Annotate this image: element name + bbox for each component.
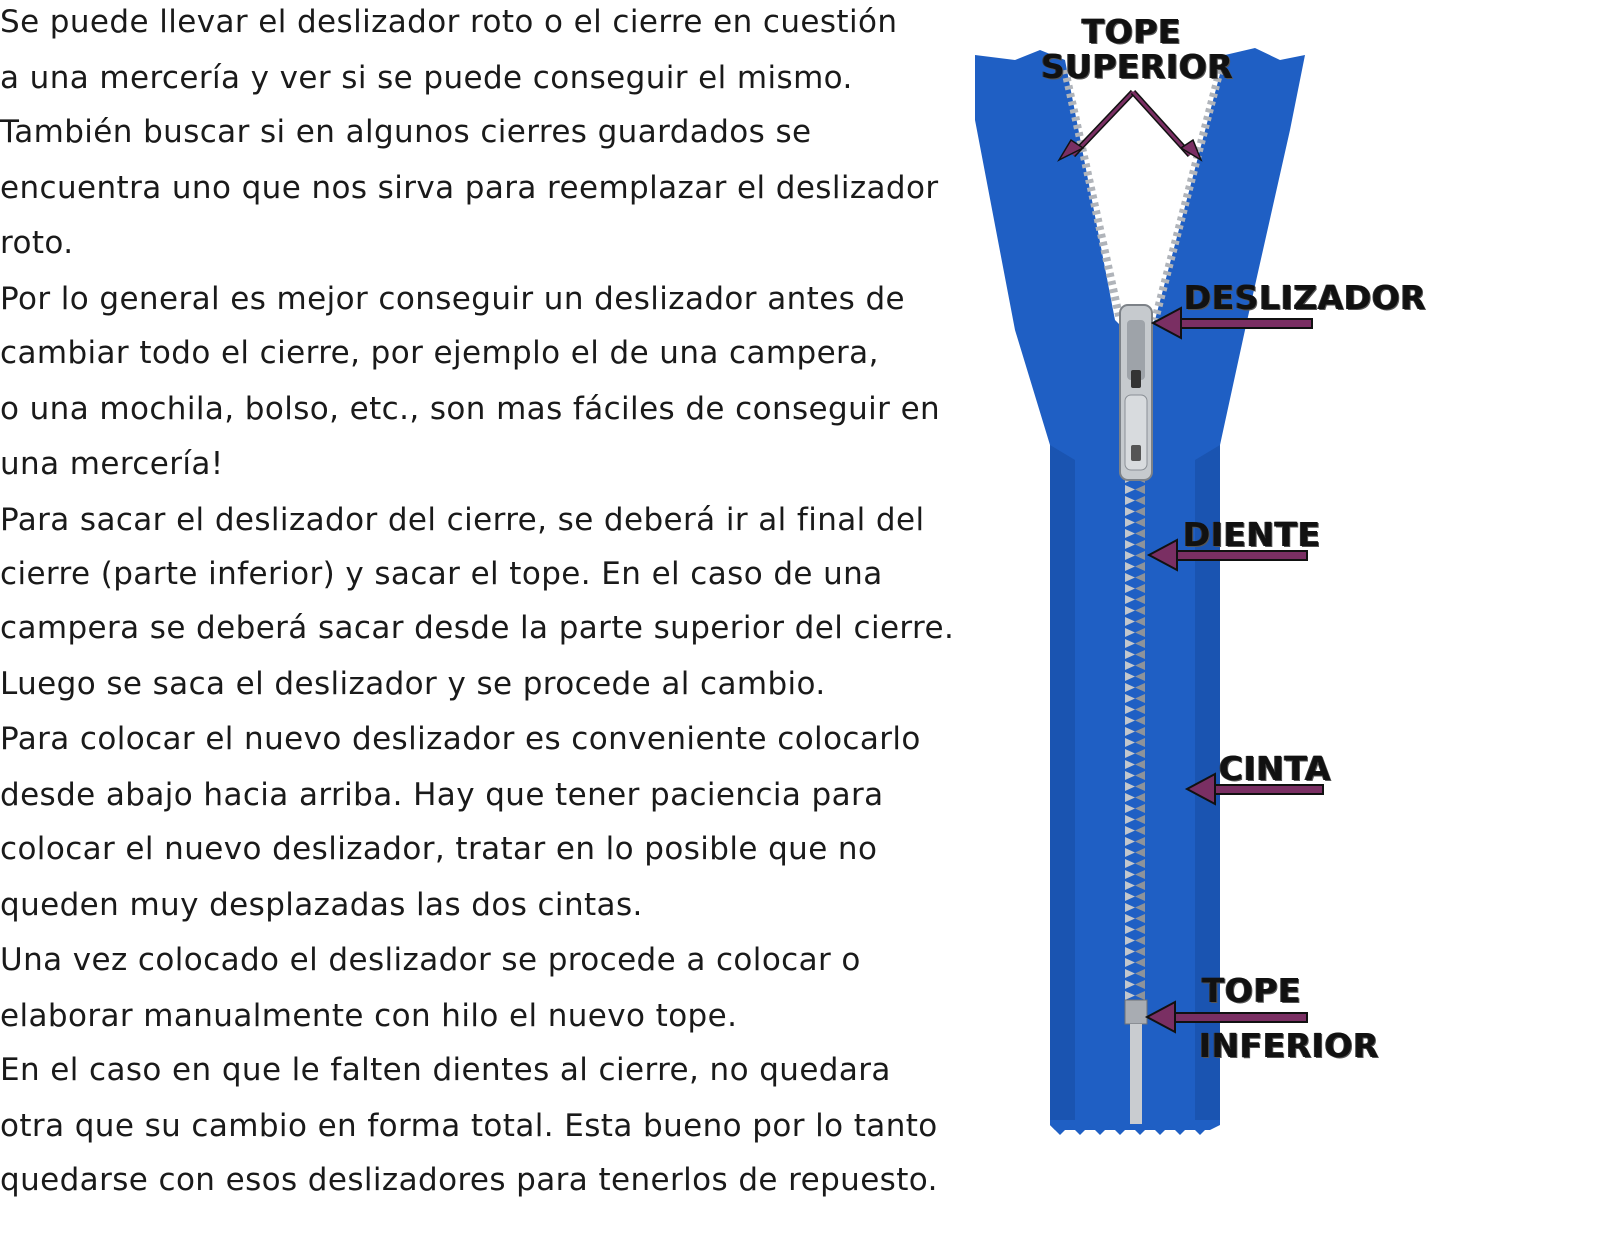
text-line: desde abajo hacia arriba. Hay que tener paciencia para — [0, 777, 884, 813]
label-deslizador: DESLIZADOR — [1184, 278, 1427, 317]
label-diente: DIENTE — [1183, 515, 1321, 554]
bottom-stop — [1125, 1000, 1147, 1024]
slider — [1120, 305, 1152, 480]
text-line: elaborar manualmente con hilo el nuevo tope. — [0, 998, 738, 1034]
text-line: una mercería! — [0, 446, 224, 482]
text-line: otra que su cambio en forma total. Esta bueno por lo tanto — [0, 1108, 938, 1144]
text-line: a una mercería y ver si se puede conseguir el mismo. — [0, 60, 853, 96]
text-line: cambiar todo el cierre, por ejemplo el de una campera, — [0, 335, 879, 371]
text-line: cierre (parte inferior) y sacar el tope. En el caso de una — [0, 556, 883, 592]
label-tope-superior-2: SUPERIOR — [1041, 47, 1234, 86]
text-line: Se puede llevar el deslizador roto o el cierre en cuestión — [0, 4, 898, 40]
text-line: También buscar si en algunos cierres guardados se — [0, 114, 812, 150]
label-tope-inferior-2: INFERIOR — [1199, 1026, 1380, 1065]
text-line: Una vez colocado el deslizador se procede a colocar o — [0, 942, 861, 978]
label-tope-inferior-1: TOPE — [1202, 971, 1302, 1010]
text-line: quedarse con esos deslizadores para tenerlos de repuesto. — [0, 1162, 938, 1198]
zipper-diagram — [955, 0, 1600, 1237]
text-line: o una mochila, bolso, etc., son mas fáciles de conseguir en — [0, 391, 941, 427]
text-line: Por lo general es mejor conseguir un deslizador antes de — [0, 281, 906, 317]
text-line: Luego se saca el deslizador y se procede al cambio. — [0, 666, 826, 702]
teeth-column — [1123, 480, 1149, 1000]
label-cinta: CINTA — [1219, 749, 1332, 788]
text-line: colocar el nuevo deslizador, tratar en lo posible que no — [0, 831, 878, 867]
text-line: encuentra uno que nos sirva para reemplazar el deslizador — [0, 170, 939, 206]
text-line: En el caso en que le falten dientes al cierre, no quedara — [0, 1052, 891, 1088]
text-line: roto. — [0, 225, 74, 261]
text-line: Para colocar el nuevo deslizador es conveniente colocarlo — [0, 721, 921, 757]
label-tope-superior-1: TOPE — [1082, 12, 1182, 51]
text-line: campera se deberá sacar desde la parte superior del cierre. — [0, 610, 955, 646]
text-line: queden muy desplazadas las dos cintas. — [0, 887, 643, 923]
text-line: Para sacar el deslizador del cierre, se deberá ir al final del — [0, 502, 925, 538]
